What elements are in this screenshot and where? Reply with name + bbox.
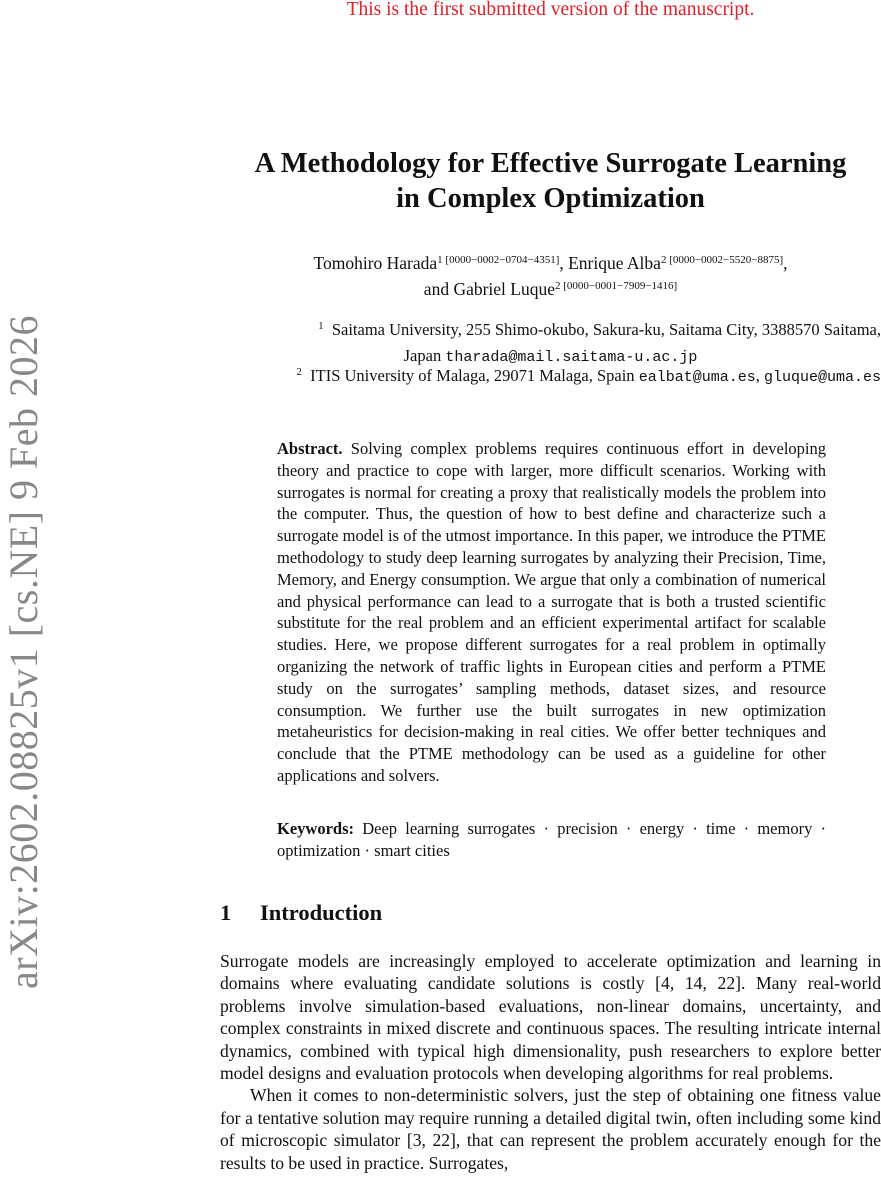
author-orcid[interactable]: 2 [0000−0001−7909−1416] [555,280,678,292]
keywords [277,818,826,862]
author-orcid[interactable]: 1 [0000−0002−0704−4351] [437,254,560,266]
paper-title [220,146,881,216]
author-orcid[interactable]: 2 [0000−0002−5520−8875] [660,254,784,266]
author-name: Enrique Alba [568,253,661,273]
arxiv-identifier[interactable]: arXiv:2602.08825v1 [cs.NE] 9 Feb 2026 [1,315,46,989]
section-title: Introduction [260,900,383,925]
abstract-text: Solving complex problems requires continuous effort in developing theory and practice to cope with larger, more difficult scenarios. Working with surrogates is normal for creating a proxy that realistically models the problem into the computer. Thus, the question of how to best define and characterize such a surrogate model is of the utmost importance. In this paper, we introduce the PTME methodology to study deep learning surrogates by analyzing their Precision, Time, Memory, and Energy consumption. We argue that only a combination of numerical and physical performance can lead to a surrogate that is both a trusted scientific substitute for the real problem and an efficient experimental artifact for scalable studies. Here, we propose different surrogates for a real problem in optimally organizing the network of traffic lights in European cities and perform a PTME study on the surrogates’ sampling methods, dataset sizes, and resource consumption. We further use the built surrogates in new optimization metaheuristics for decision-making in real cities. We offer better techniques and conclude that the PTME methodology can be used as a guideline for other applications and solvers. [277,439,826,785]
affiliation-number: 2 [296,366,302,378]
affiliation-number: 1 [318,320,324,332]
title-line-2: in Complex Optimization [396,183,705,214]
section-body [220,950,881,1174]
email-link[interactable]: ealbat@uma.es [638,369,756,386]
paragraph: When it comes to non-deterministic solvers, just the step of obtaining one fitness value for a tentative solution may require running a detailed digital twin, often including some kind of microscopic simulator [3, 22], that can represent the problem accurately enough for the results to be used in practice. Surrogates, [220,1085,881,1173]
affiliation-1: $^1$ Saitama University, 255 Shimo-okubo, Sakura-ku, Saitama City, 3388570 Saitama, Japan tharada@mail.saitama-u.ac.jp [318,320,881,366]
submission-banner: This is the first submitted version of the manuscript. [346,0,755,20]
email-link[interactable]: gluque@uma.es [763,369,881,386]
section-number: 1 [220,900,232,925]
author-name: Tomohiro Harada [313,253,438,273]
abstract [277,438,826,787]
author-line-2 [220,278,881,304]
keywords-label: Keywords: [277,819,354,838]
abstract-label: Abstract. [277,439,343,458]
author-name: and Gabriel Luque [423,279,555,299]
section-heading [220,898,881,928]
affiliation-2: $^2$ ITIS University of Malaga, 29071 Malaga, Spain ealbat@uma.es, gluque@uma.es [296,366,881,386]
title-line-1: A Methodology for Effective Surrogate Learning [254,148,847,179]
author-list [220,252,881,304]
keywords-text: Deep learning surrogates · precision · energy · time · memory · optimization · smart cities [277,819,827,860]
paragraph: Surrogate models are increasingly employed to accelerate optimization and learning in domains where evaluating candidate solutions is costly [4, 14, 22]. Many real-world problems involve simulation-based evaluations, non-linear domains, uncertainty, and complex constraints in mixed discrete and continuous spaces. The resulting intricate internal dynamics, combined with typical high dimensionality, push researchers to explore better model designs and evaluation protocols when developing algorithms for real problems. [220,951,881,1084]
email-link[interactable]: tharada@mail.saitama-u.ac.jp [445,349,698,366]
author-line-1: Tomohiro Harada$^{1 [0000-0002-0704-4351]}$, Enrique Alba$^{2 [0000-0002-5520-8875]}$, [313,253,788,273]
